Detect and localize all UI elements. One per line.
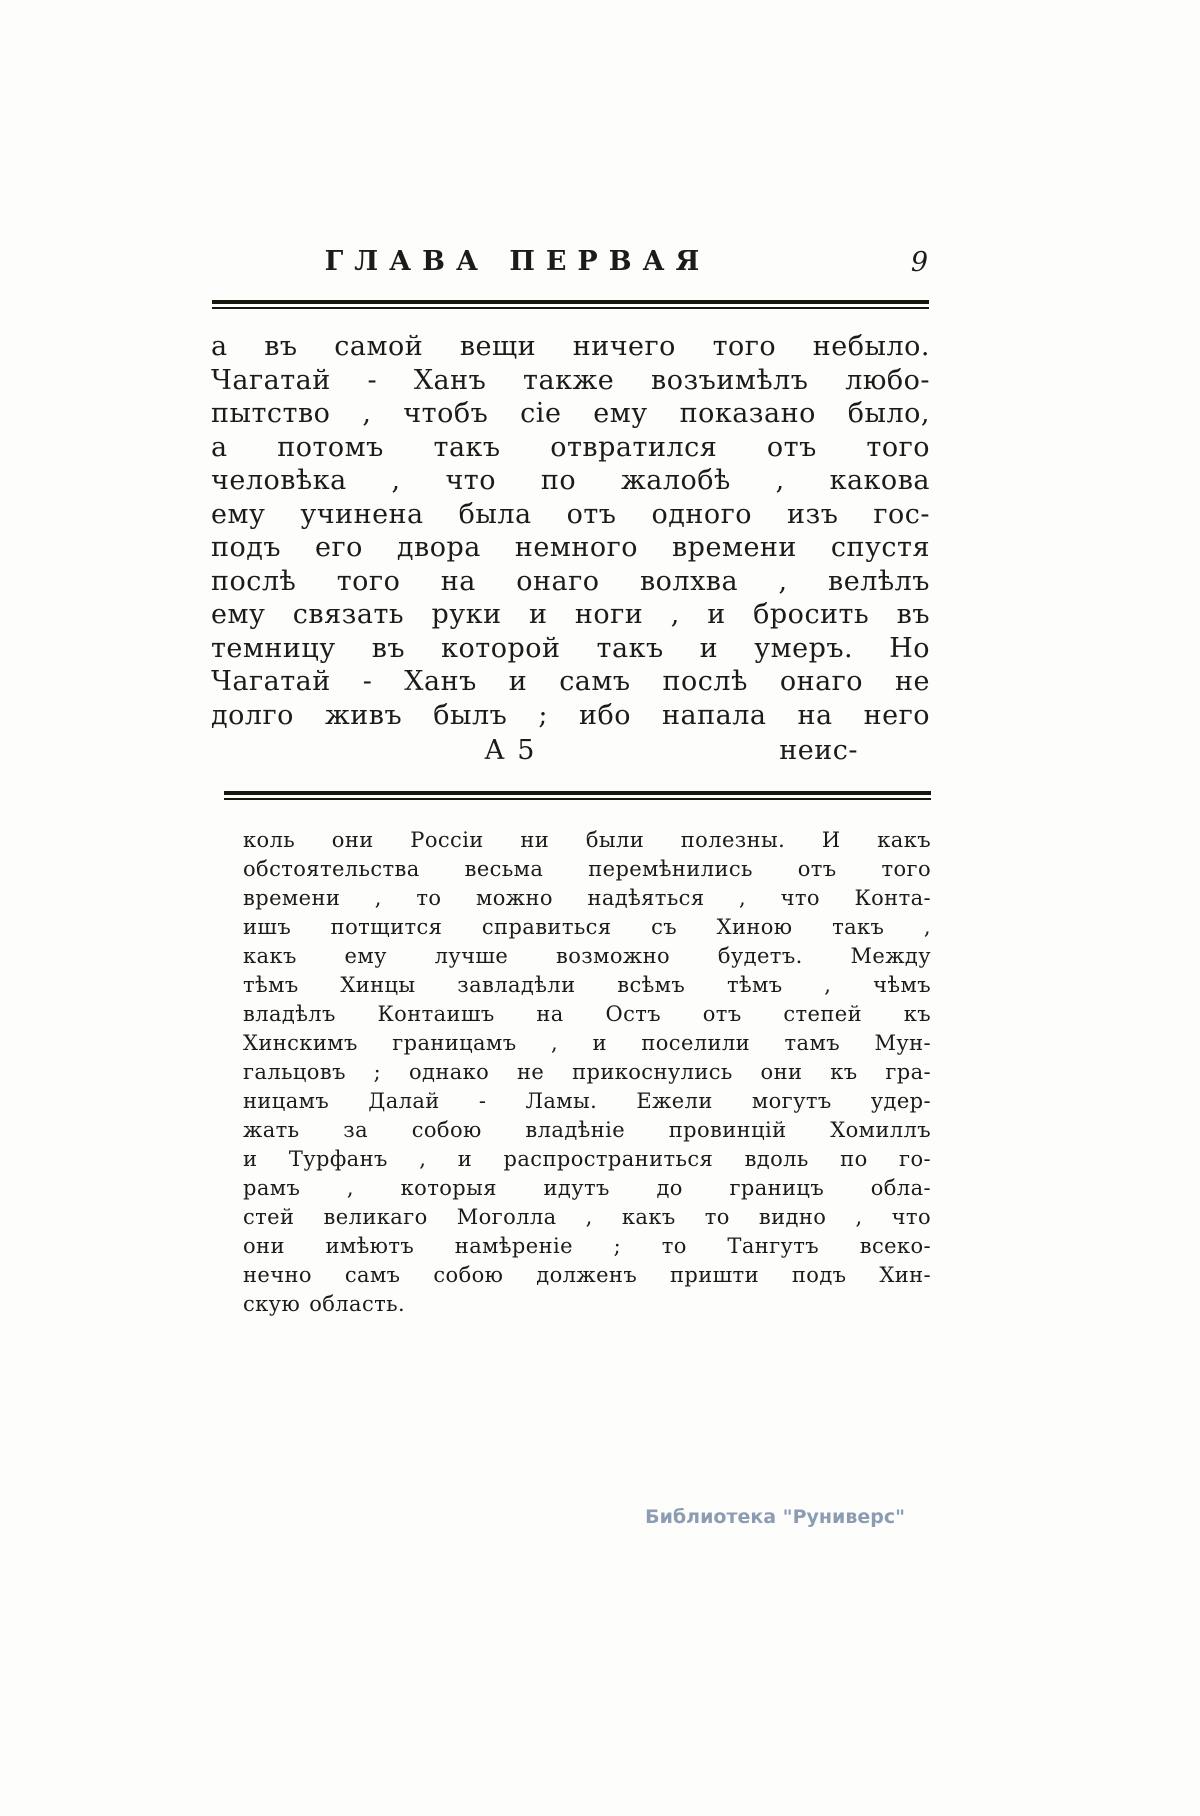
- catchword-line: [211, 734, 930, 768]
- footnote-line: и Турфанъ , и распространиться вдоль по го-: [243, 1147, 931, 1171]
- footnote-line: владѣлъ Контаишъ на Остъ отъ степей къ: [243, 1002, 931, 1026]
- footnote-line: они имѣютъ намѣреніе ; то Тангутъ всеко-: [243, 1234, 931, 1258]
- footnote-line: рамъ , которыя идутъ до границъ обла-: [243, 1176, 931, 1200]
- text-line: пытство , чтобъ сіе ему показано было,: [211, 398, 930, 429]
- catchword: неис-: [779, 735, 858, 766]
- main-text-block: [211, 330, 930, 768]
- text-line: человѣка , что по жалобѣ , какова: [211, 465, 930, 496]
- footnote-line: ницамъ Далай - Ламы. Ежели могутъ удер-: [243, 1089, 931, 1113]
- footnote-rule: [224, 791, 931, 800]
- header-rule: [212, 300, 929, 309]
- footnote-line: времени , то можно надѣяться , что Конта-: [243, 886, 931, 910]
- library-watermark: Библиотека "Руниверс": [645, 1506, 905, 1528]
- text-line: ему учинена была отъ одного изъ гос-: [211, 498, 930, 530]
- page-header: [215, 246, 930, 286]
- text-line: а въ самой вещи ничего того небыло.: [211, 331, 930, 362]
- signature-mark: А 5: [484, 735, 535, 766]
- footnote-line: какъ ему лучше возможно будетъ. Между: [243, 944, 931, 968]
- text-line: ему связать руки и ноги , и бросить въ: [211, 599, 930, 630]
- footnote-line: коль они Россіи ни были полезны. И какъ: [243, 828, 931, 852]
- footnote-line: скую область.: [243, 1292, 406, 1316]
- footnote-line: нечно самъ собою долженъ пришти подъ Хин-: [243, 1263, 931, 1287]
- chapter-title: ГЛАВА ПЕРВАЯ: [324, 246, 711, 277]
- footnote-line: стей великаго Моголла , какъ то видно , что: [243, 1205, 931, 1229]
- text-line: Чагатай - Ханъ также возъимѣлъ любо-: [211, 364, 930, 396]
- text-line: темницу въ которой такъ и умеръ. Но: [211, 632, 930, 664]
- text-line: Чагатай - Ханъ и самъ послѣ онаго не: [211, 666, 930, 697]
- footnote-line: Хинскимъ границамъ , и поселили тамъ Мун-: [243, 1031, 931, 1055]
- text-line: а потомъ такъ отвратился отъ того: [211, 431, 930, 463]
- text-line: подъ его двора немного времени спустя: [211, 532, 930, 563]
- footnote-line: обстоятельства весьма перемѣнились отъ того: [243, 857, 931, 881]
- footnote-line: жать за собою владѣніе провинцій Хомиллъ: [243, 1118, 931, 1142]
- text-line: послѣ того на онаго волхва , велѣлъ: [211, 565, 930, 597]
- page-number: 9: [910, 247, 928, 278]
- footnote-block: [243, 826, 931, 1319]
- footnote-line: тѣмъ Хинцы завладѣли всѣмъ тѣмъ , чѣмъ: [243, 973, 931, 997]
- text-line: долго живъ былъ ; ибо напала на него: [211, 699, 930, 731]
- footnote-line: ишъ потщится справиться съ Хиною такъ ,: [243, 915, 931, 939]
- footnote-line: гальцовъ ; однако не прикоснулись они къ гра-: [243, 1060, 931, 1084]
